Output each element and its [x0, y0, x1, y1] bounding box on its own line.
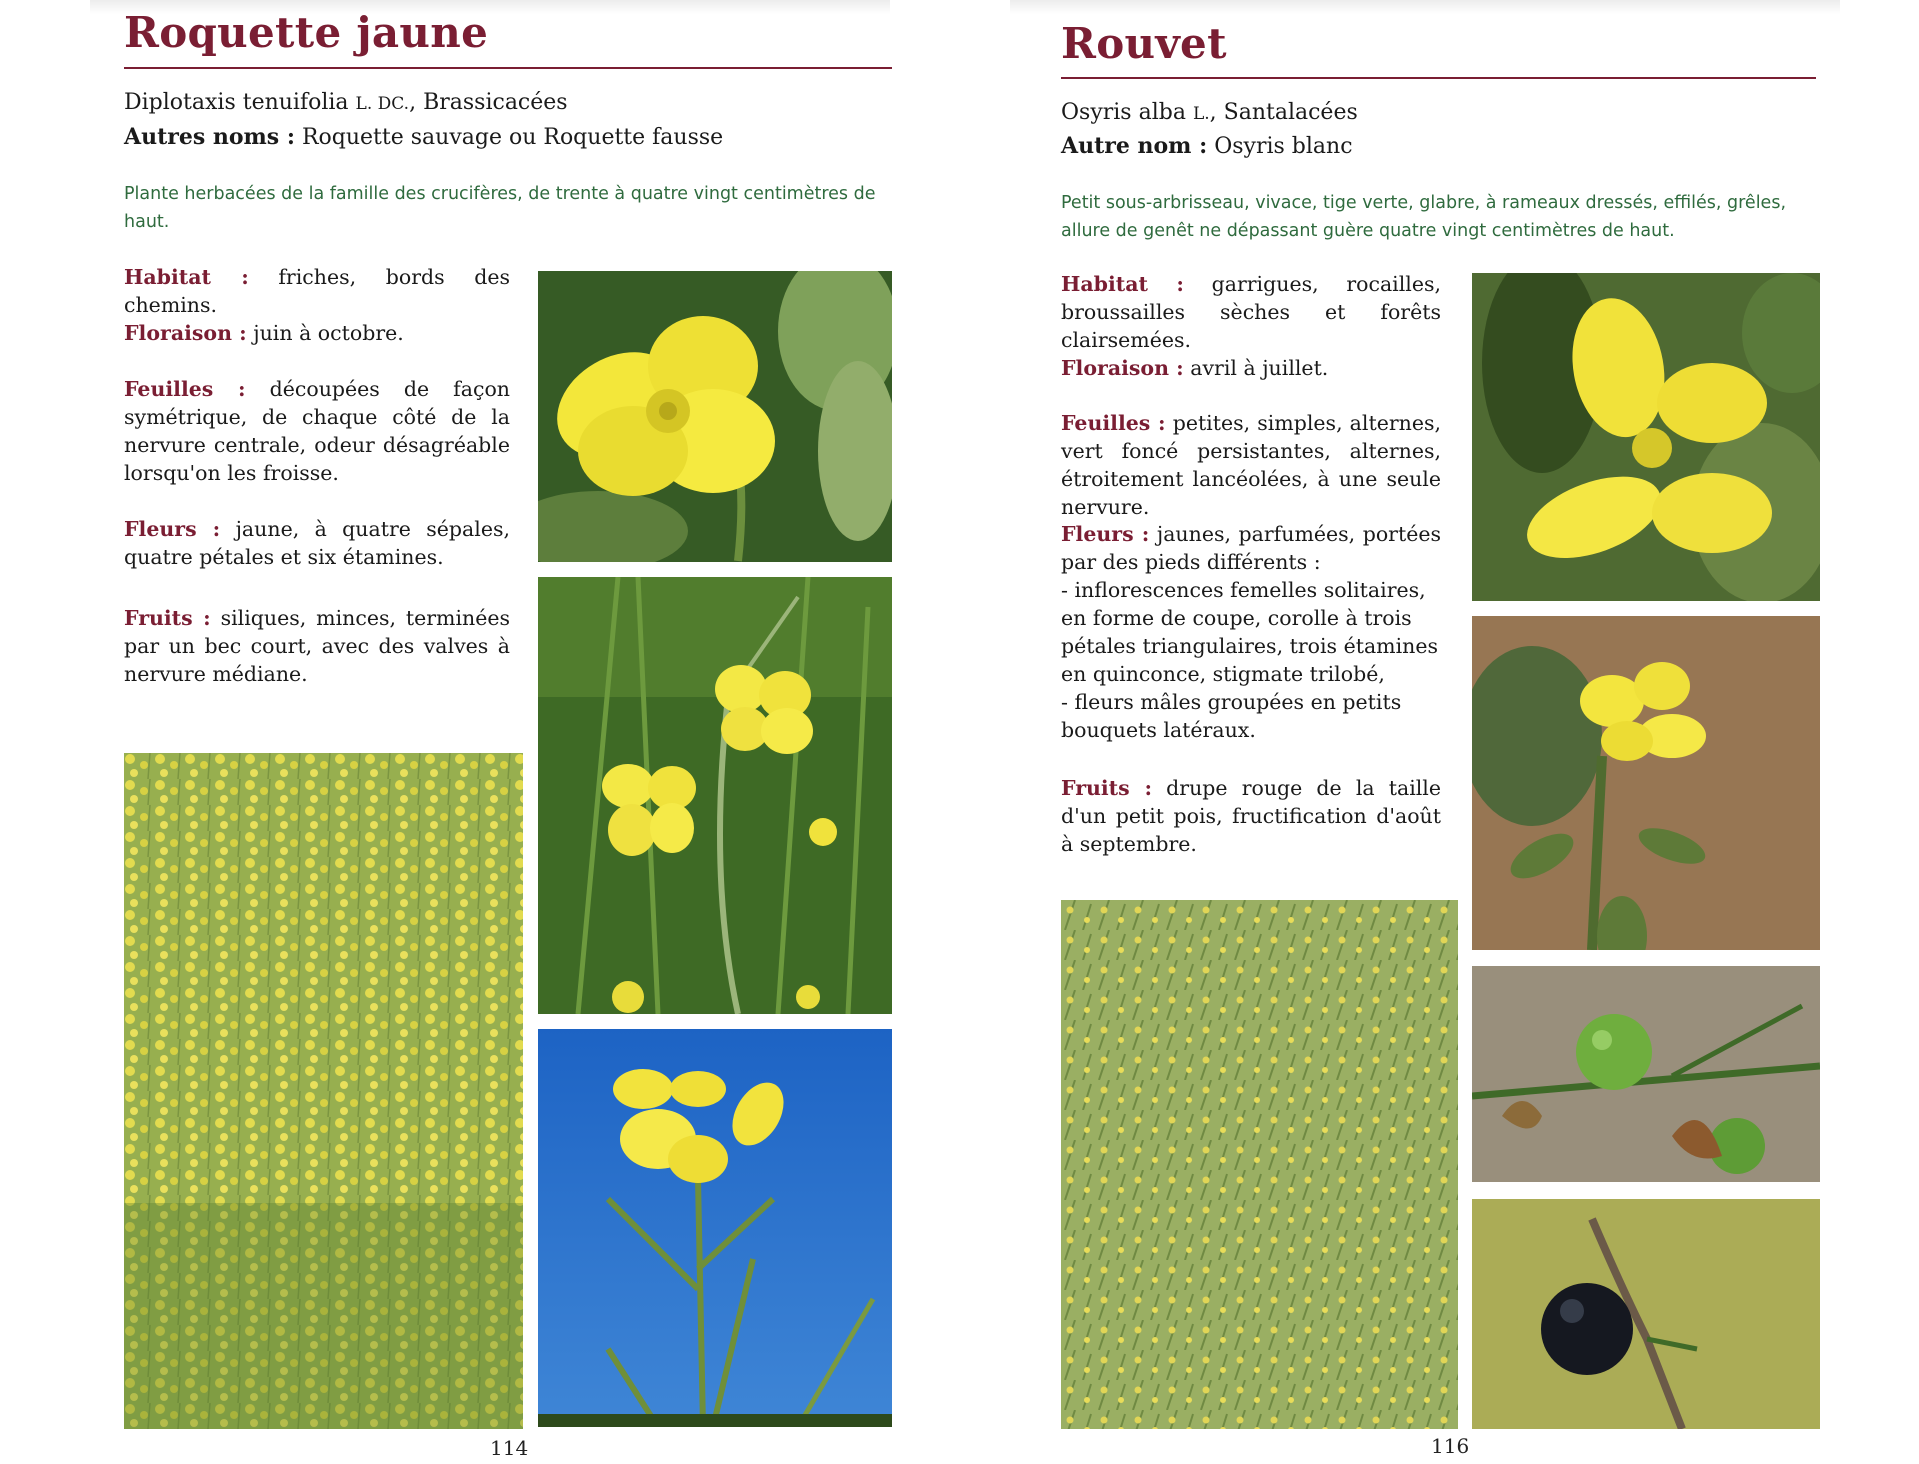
section-text: friches, bords des chemins. — [124, 265, 510, 317]
section-text: siliques, minces, terminées par un bec court, avec des valves à nervure médiane. — [124, 606, 511, 686]
section-label: Floraison : — [1061, 356, 1184, 380]
other-names-label: Autre nom : — [1061, 133, 1208, 159]
other-names-value: Osyris blanc — [1207, 134, 1353, 159]
section-text: avril à juillet. — [1183, 356, 1329, 380]
section-label: Fruits : — [1061, 776, 1153, 800]
photo-osyris-shrub — [1061, 900, 1458, 1429]
photo-yellow-flowers-on-green — [538, 577, 892, 1014]
author-abbrev: L. — [1192, 104, 1210, 124]
latin-name: Diplotaxis tenuifolia — [124, 90, 349, 115]
scientific-name — [1061, 100, 1358, 125]
section-label: Feuilles : — [124, 377, 246, 401]
other-names-value: Roquette sauvage ou Roquette fausse — [294, 125, 724, 150]
author-abbrev: L. DC. — [355, 94, 410, 114]
section-label: Floraison : — [124, 321, 247, 345]
photo-yellow-flower-closeup — [538, 271, 892, 562]
page-number: 114 — [490, 1436, 529, 1460]
photo-osyris-black-berry — [1472, 1199, 1820, 1429]
photo-osyris-flower-on-branch — [1472, 616, 1820, 950]
photo-flowers-against-blue-sky — [538, 1029, 892, 1427]
section-floraison — [124, 319, 510, 347]
right-page — [960, 0, 1919, 1464]
plant-family: , Brassicacées — [409, 90, 568, 115]
photo-osyris-green-berries — [1472, 966, 1820, 1182]
plant-description: Petit sous-arbrisseau, vivace, tige verte, glabre, à rameaux dressés, effilés, grêles, allure de genêt ne dépassant guère quatre vingt centimètres de haut. — [1061, 193, 1787, 241]
section-label: Habitat : — [1061, 272, 1184, 296]
section-habitat — [1061, 270, 1441, 354]
photo-osyris-flower-closeup — [1472, 273, 1820, 601]
section-text: découpées de façon symétrique, de chaque côté de la nervure centrale, odeur désagréable lorsqu'on les froisse. — [124, 377, 510, 485]
section-feuilles — [1061, 409, 1441, 521]
plant-description: Plante herbacées de la famille des crucifères, de trente à quatre vingt centimètres de haut. — [124, 184, 876, 232]
section-label: Fleurs : — [124, 517, 221, 541]
section-label: Habitat : — [124, 265, 249, 289]
latin-name: Osyris alba — [1061, 100, 1186, 125]
page-title: Roquette jaune — [124, 8, 489, 57]
section-fruits — [124, 604, 510, 688]
plant-family: , Santalacées — [1209, 100, 1358, 125]
section-fleurs — [124, 515, 510, 571]
left-page — [0, 0, 958, 1464]
section-list: - inflorescences femelles solitaires, en forme de coupe, corolle à trois pétales triangulaires, trois étamines en quinconce, stigmate trilobé, - fleurs mâles groupées en petits bouquets latéraux. — [1061, 578, 1439, 742]
section-feuilles — [124, 375, 510, 487]
other-names — [124, 124, 723, 150]
section-text: garrigues, rocailles, broussailles sèches et forêts clairsemées. — [1061, 272, 1442, 352]
section-text: juin à octobre. — [246, 321, 404, 345]
section-fruits — [1061, 774, 1441, 858]
page-top-shadow — [1010, 0, 1840, 14]
title-rule — [1061, 77, 1816, 79]
section-floraison — [1061, 354, 1441, 382]
other-names-label: Autres noms : — [124, 124, 295, 150]
section-label: Feuilles : — [1061, 411, 1166, 435]
section-habitat — [124, 263, 510, 319]
section-text: jaune, à quatre sépales, quatre pétales et six étamines. — [124, 517, 510, 569]
section-label: Fruits : — [124, 606, 211, 630]
section-fleurs — [1061, 520, 1441, 744]
scientific-name — [124, 90, 568, 115]
title-rule — [124, 67, 892, 69]
photo-yellow-field — [124, 753, 523, 1429]
section-text: petites, simples, alternes, vert foncé persistantes, alternes, étroitement lancéolées, à une seule nervure. — [1061, 411, 1441, 519]
section-text: drupe rouge de la taille d'un petit pois, fructification d'août à septembre. — [1061, 776, 1441, 856]
section-label: Fleurs : — [1061, 522, 1150, 546]
section-text: jaunes, parfumées, portées par des pieds différents : — [1061, 522, 1441, 574]
page-title: Rouvet — [1061, 19, 1227, 68]
other-names — [1061, 133, 1353, 159]
page-number: 116 — [1431, 1434, 1470, 1458]
